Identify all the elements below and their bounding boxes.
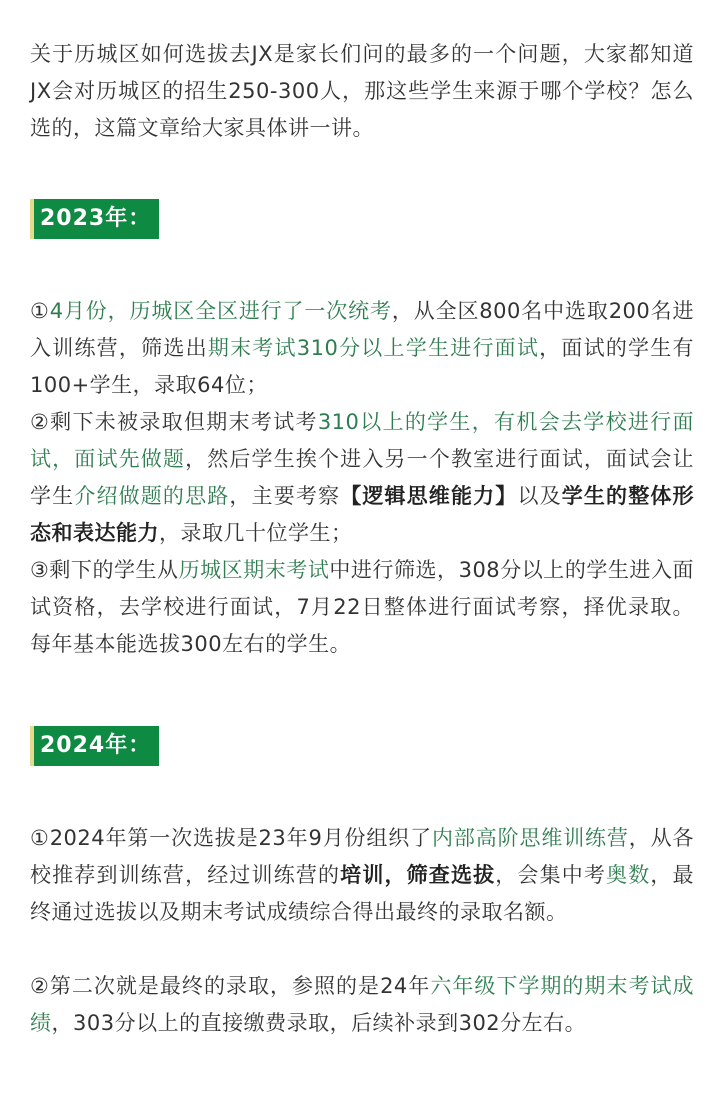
paragraph-2024-1 — [30, 820, 694, 931]
text-run: ，录取几十位学生； — [159, 521, 353, 545]
text-run: ②剩下未被录取但期末考试考 — [30, 410, 318, 434]
highlight-text: 六年级下学期的期末考试成绩 — [30, 974, 694, 1035]
year-tag-2023: 2023年： — [30, 199, 159, 239]
bold-text: 学生的整体形态和表达能力 — [30, 484, 695, 545]
text-run: ，最终通过选拔以及期末考试成绩综合得出最终的录取名额。 — [30, 863, 695, 924]
text-run: ① — [30, 299, 50, 323]
text-run: 中进行筛选，308分以上的学生进入面试资格，去学校进行面试，7月22日整体进行面试考察，择优录取。每年基本能选拔300左右的学生。 — [30, 558, 694, 656]
paragraph-2023-1 — [30, 293, 694, 404]
paragraph-2023-2 — [30, 404, 694, 552]
text-run: 以及 — [517, 484, 562, 508]
highlight-text: 4月份，历城区全区进行了一次统考 — [49, 299, 392, 323]
highlight-text: 奥数 — [606, 863, 651, 887]
highlight-text: 历城区期末考试 — [178, 558, 330, 582]
bold-text: 培训，筛查选拔 — [340, 863, 496, 887]
intro-paragraph: 关于历城区如何选拔去JX是家长们问的最多的一个问题，大家都知道JX会对历城区的招生250-300人，那这些学生来源于哪个学校？怎么选的，这篇文章给大家具体讲一讲。 — [30, 42, 694, 140]
text-run: ，从各校推荐到训练营，经过训练营的 — [30, 826, 695, 887]
text-run: ，从全区800名中选取200名进入训练营，筛选出 — [30, 299, 695, 360]
text-run: ，然后学生挨个进入另一个教室进行面试，面试会让学生 — [30, 447, 695, 508]
text-run: ①2024年第一次选拔是23年9月份组织了 — [30, 826, 433, 850]
text-run: ，面试的学生有100+学生，录取64位； — [30, 336, 695, 397]
highlight-text: 310以上的学生，有机会去学校进行面试，面试先做题 — [30, 410, 694, 471]
year-tag-2024: 2024年： — [30, 726, 159, 766]
bold-text: 【逻辑思维能力】 — [340, 484, 518, 508]
highlight-text: 介绍做题的思路 — [74, 484, 230, 508]
highlight-text: 期末考试310分以上学生进行面试 — [207, 336, 540, 360]
paragraph-2023-3 — [30, 552, 694, 663]
text-run: ，主要考察 — [229, 484, 341, 508]
text-run: ，303分以上的直接缴费录取，后续补录到302分左右。 — [51, 1011, 587, 1035]
text-run: ②第二次就是最终的录取，参照的是24年 — [30, 974, 431, 998]
text-run: ③剩下的学生从 — [30, 558, 179, 582]
text-run: ，会集中考 — [495, 863, 607, 887]
paragraph-2024-2 — [30, 968, 694, 1042]
highlight-text: 内部高阶思维训练营 — [432, 826, 629, 850]
